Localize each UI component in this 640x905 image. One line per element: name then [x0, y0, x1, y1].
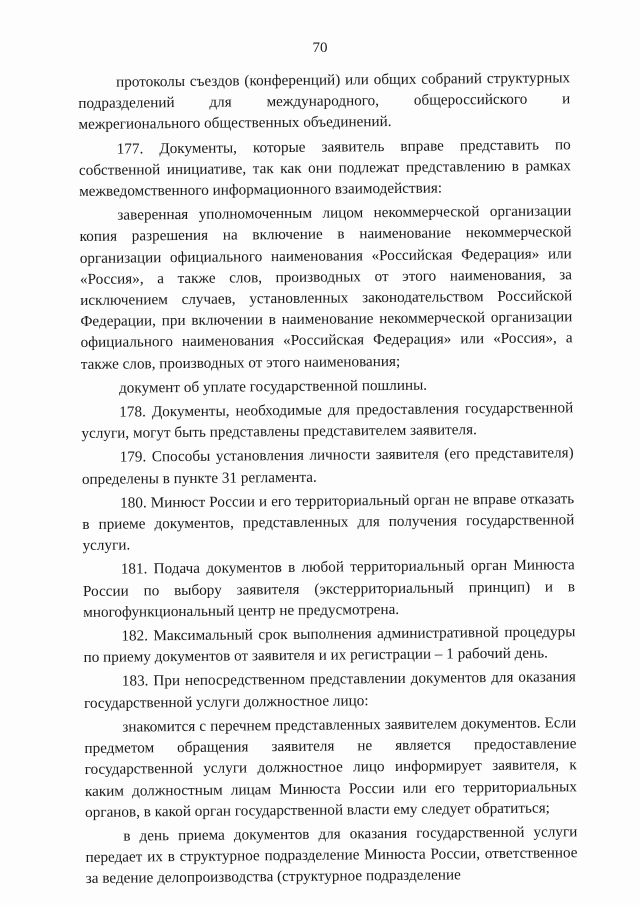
paragraph-document-review: знакомится с перечнем представленных заявителем документов. Если предметом обращения заявителя не является предоставление государственной услуги должностное лицо информирует заявителя, к каким должностным лицам Минюста России или его территориальных органов, в какой орган государственной власти ему следует обратиться;: [84, 714, 577, 821]
paragraph-certified-copy: заверенная уполномоченным лицом некоммерческой организации копия разрешения на включение в наименование некоммерческой организации официального наименования «Российская Федерация» или «Россия», а также слов, производных от этого наименования, за исключением случаев, установленных законодательством Российской Федерации, при включении в наименование некоммерческой организации официального наименования «Российская Федерация» или «Россия», а также слов, производных от этого наименования;: [79, 202, 573, 373]
paragraph-182: 182. Максимальный срок выполнения административной процедуры по приему документов от заявителя и их регистрации – 1 рабочий день.: [83, 623, 576, 667]
paragraph-179: 179. Способы установления личности заявителя (его представителя) определены в пункте 31 регламента.: [81, 444, 574, 488]
paragraph-183: 183. При непосредственном представлении документов для оказания государственной услуги должностное лицо:: [83, 668, 576, 712]
paragraph-181: 181. Подача документов в любой территориальный орган Минюста России по выбору заявителя (экстерриториальный принцип) и в многофункциональный центр не предусмотрена.: [82, 556, 576, 621]
page-number: 70: [312, 40, 328, 56]
paragraph-protocols: протоколы съездов (конференций) или общих собраний структурных подразделений для международного, общероссийского и межрегионального общественных объединений.: [78, 69, 571, 134]
paragraph-state-fee: документ об уплате государственной пошлины.: [118, 376, 428, 397]
document-body: [78, 67, 578, 889]
paragraph-180: 180. Минюст России и его территориальный орган не вправе отказать в приеме документов, представленных для получения государственной услуги.: [82, 490, 575, 555]
paragraph-document-transfer: в день приема документов для оказания государственной услуги передает их в структурное подразделение Минюста России, ответственное за ведение делопроизводства (структурное подразделение: [85, 823, 578, 888]
paragraph-178: 178. Документы, необходимые для предоставления государственной услуги, могут быть представлены представителем заявителя.: [81, 399, 574, 443]
paragraph-177: 177. Документы, которые заявитель вправе представить по собственной инициативе, так как они подлежат представлению в рамках межведомственного информационного взаимодействия:: [78, 135, 572, 201]
